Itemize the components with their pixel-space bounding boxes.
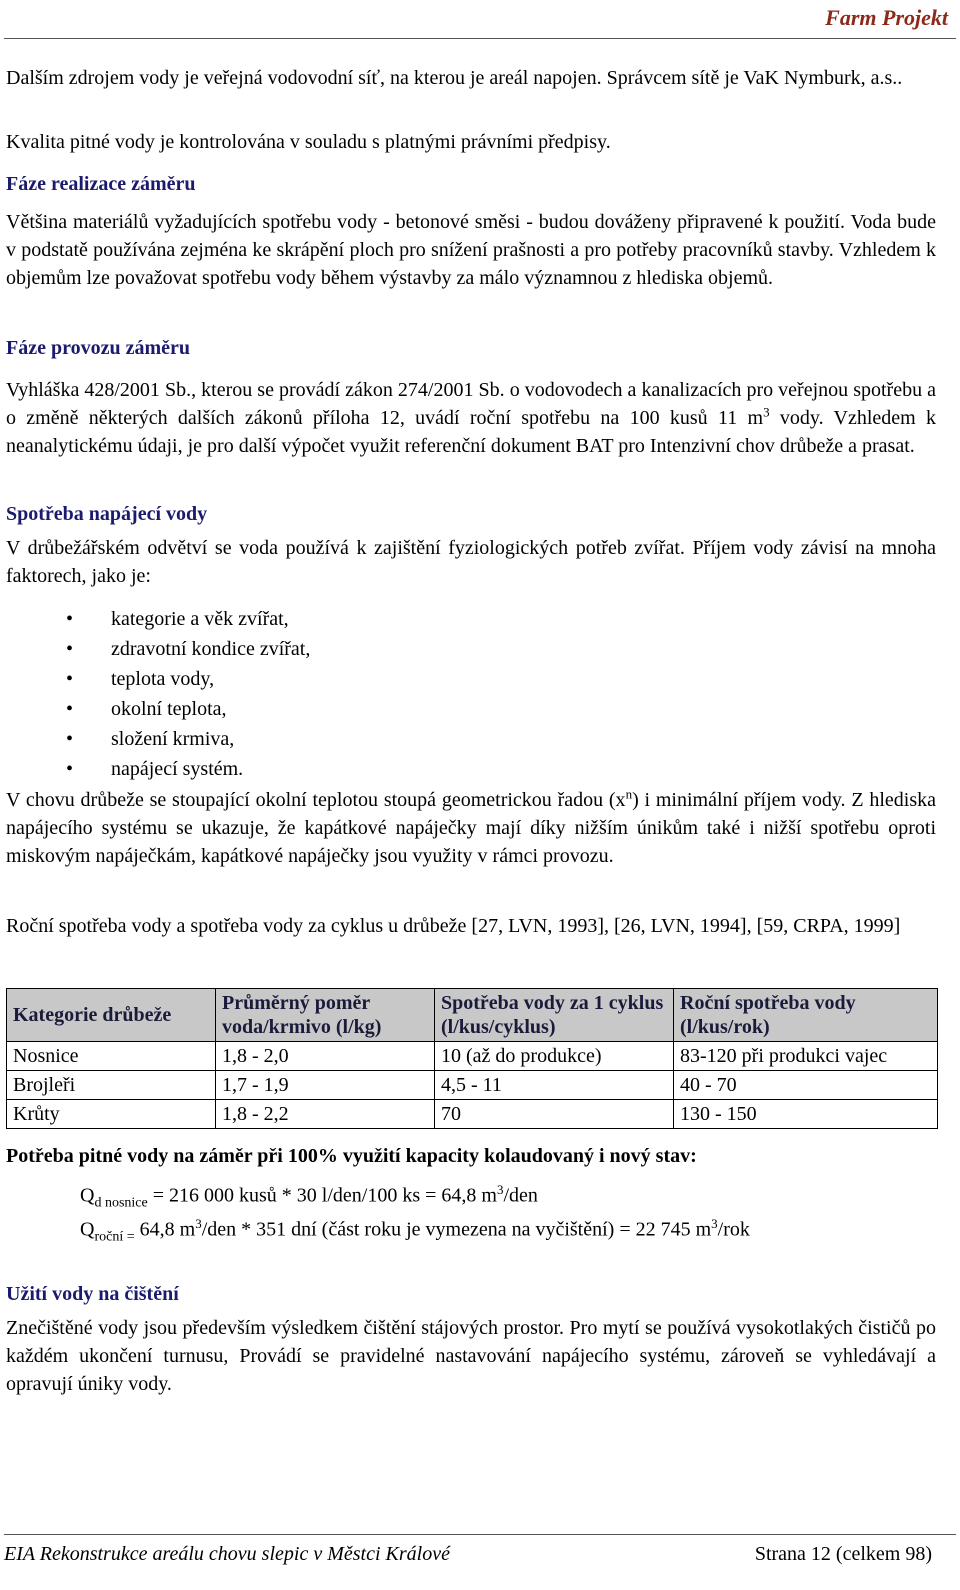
formula-daily-sub: d nosnice [94,1195,148,1211]
table-row [7,1100,938,1129]
heading-napajeci: Spotřeba napájecí vody [6,503,208,525]
formula-daily-end: /den [503,1184,538,1207]
col-header-pomer: Průměrný poměr voda/krmivo (l/kg) [216,989,435,1042]
table-cell: 40 - 70 [674,1071,938,1100]
formula-annual-rest: 64,8 m [134,1218,196,1241]
formula-daily-rest: = 216 000 kusů * 30 l/den/100 ks = 64,8 m [147,1184,497,1207]
formula-daily-sup: 3 [496,1182,504,1197]
list-item: • napájecí systém. [66,754,310,784]
footer-rule [4,1534,956,1535]
formula-annual-end: /rok [717,1218,750,1241]
formula-annual-sup: 3 [195,1216,202,1231]
teplota-text-a: V chovu drůbeže se stoupající okolní teplotou stoupá geometrickou řadou (x [6,789,626,811]
paragraph-water-source: Dalším zdrojem vody je veřejná vodovodní síť, na kterou je areál napojen. Správcem sítě je VaK Nymburk, a.s.. [6,67,903,89]
table-cell: Nosnice [7,1042,216,1071]
formula-annual-mid: /den * 351 dní (část roku je vymezena na vyčištění) = 22 745 m [201,1218,712,1241]
calc-heading: Potřeba pitné vody na záměr při 100% využití kapacity kolaudovaný i nový stav: [6,1145,697,1167]
table-row [7,1071,938,1100]
table-cell: 1,8 - 2,0 [216,1042,435,1071]
table-cell: 1,8 - 2,2 [216,1100,435,1129]
water-consumption-table [6,988,938,1129]
footer-document-title: EIA Rekonstrukce areálu chovu slepic v Městci Králové [4,1543,450,1565]
paragraph-realizace: Většina materiálů vyžadujících spotřebu vody - betonové směsi - budou dováženy připravené k použití. Voda bude v podstatě používána zejména ke skrápění ploch pro snížení prašnosti a pro potřeby pracovníků stavby. Vzhledem k objemům lze považovat spotřebu vody během výstavby za málo významnou z hlediska objemů. [6,211,936,289]
formula-annual [80,1210,750,1252]
table-header-row [7,989,938,1042]
heading-provozu: Fáze provozu záměru [6,337,191,359]
factor-list [66,604,310,784]
paragraph-rocni-spotreba: Roční spotřeba vody a spotřeba vody za cyklus u drůbeže [27, LVN, 1993], [26, LVN, 1994], [59, CRPA, 1999] [6,915,901,937]
formula-daily-q: Q [80,1184,95,1207]
formula-annual-q: Q [80,1218,95,1241]
table-cell: 70 [435,1100,674,1129]
paragraph-napajeci: V drůbežářském odvětví se voda používá k zajištění fyziologických potřeb zvířat. Příjem vody závisí na mnoha faktorech, jako je: [6,537,936,587]
table-row [7,1042,938,1071]
list-item: • okolní teplota, [66,694,310,724]
table-cell: 130 - 150 [674,1100,938,1129]
col-header-kategorie: Kategorie drůbeže [7,989,216,1042]
col-header-cyklus: Spotřeba vody za 1 cyklus (l/kus/cyklus) [435,989,674,1042]
heading-realizace: Fáze realizace záměru [6,173,196,195]
formula-annual-sup2: 3 [711,1216,718,1231]
list-item: • teplota vody, [66,664,310,694]
list-item: • kategorie a věk zvířat, [66,604,310,634]
col-header-rocni: Roční spotřeba vody (l/kus/rok) [674,989,938,1042]
vyhlaska-text-a: Vyhláška 428/2001 Sb., kterou se provádí zákon 274/2001 Sb. o vodovodech a kanalizacích pro veřejnou spotřebu a o změně některých dalších zákonů příloha 12, uvádí roční spotřebu na 100 kusů 11 m [6,379,936,429]
list-item: • zdravotní kondice zvířat, [66,634,310,664]
paragraph-cisteni: Znečištěné vody jsou především výsledkem čištění stájových prostor. Pro mytí se používá vysokotlakých čističů po každém ukončení turnusu, Provádí se pravidelné nastavování napájecího systému, zároveň se vyhledávají a opravují úniky vody. [6,1317,936,1395]
table-cell: 10 (až do produkce) [435,1042,674,1071]
header-rule [4,38,956,39]
formula-annual-sub: roční = [94,1229,135,1245]
table-cell: Krůty [7,1100,216,1129]
paragraph-vyhlaska [6,376,936,460]
table-cell: 1,7 - 1,9 [216,1071,435,1100]
teplota-text-b: ) i minimální příjem vody. Z hlediska napájecího systému se ukazuje, že kapátkové napáječky mají díky nižším únikům také i nižší spotřebu oproti miskovým napáječkám, kapátkové napáječky jsou využity v rámci provozu. [6,789,936,867]
list-item: • složení krmiva, [66,724,310,754]
vyhlaska-sup: 3 [763,404,770,420]
table-cell: Brojleři [7,1071,216,1100]
teplota-sup: n [625,786,633,802]
heading-cisteni: Užití vody na čištění [6,1283,179,1305]
paragraph-teplota [6,786,936,870]
header-brand: Farm Projekt [825,5,948,30]
table-cell: 83-120 při produkci vajec [674,1042,938,1071]
table-cell: 4,5 - 11 [435,1071,674,1100]
footer-page-number: Strana 12 (celkem 98) [754,1543,932,1565]
vyhlaska-text-b: vody. Vzhledem k neanalytickému údaji, je pro další výpočet využit referenční dokument BAT pro Intenzivní chov drůbeže a prasat. [6,407,937,457]
paragraph-water-quality: Kvalita pitné vody je kontrolována v souladu s platnými právními předpisy. [6,131,611,153]
